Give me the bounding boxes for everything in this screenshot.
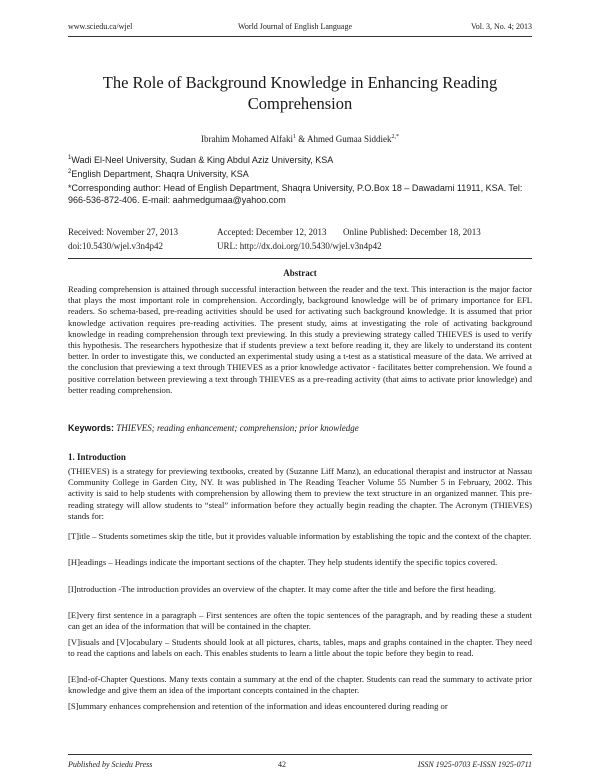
thieves-item-introduction xyxy=(68,584,532,595)
thieves-item-title xyxy=(68,531,532,542)
doi-url[interactable]: URL: http://dx.doi.org/10.5430/wjel.v3n4p42 xyxy=(217,241,382,251)
thieves-letter: [S] xyxy=(68,701,79,711)
paper-title: The Role of Background Knowledge in Enhancing Reading Comprehension xyxy=(102,73,498,113)
thieves-letter: [I] xyxy=(68,584,77,594)
intro-paragraph: (THIEVES) is a strategy for previewing textbooks, created by (Suzanne Liff Manz), an educational therapist and instructor at Nassau Community College in Garden City, NY. It was published in The Reading Teacher Volume 55 Number 5 in February, 2002. This activity is said to help students with comprehension by allowing them to preview the text structure in an organized manner. This pre-reading strategy will allow students to “steal” information before they actually begin reading the chapter. The Acronym (THIEVES) stands for: xyxy=(68,466,532,521)
thieves-item-every-first-sentence xyxy=(68,610,532,632)
thieves-letter: [V] xyxy=(68,637,80,647)
thieves-text: nd-of-Chapter Questions. Many texts contain a summary at the end of the chapter. Students can read the summary to activate prior knowledge and give them an idea of the important concepts contained in the chapter. xyxy=(68,674,532,696)
received-date: Received: November 27, 2013 xyxy=(68,227,178,237)
accepted-date: Accepted: December 12, 2013 xyxy=(217,227,327,237)
abstract-heading: Abstract xyxy=(283,268,317,278)
affiliation-2 xyxy=(68,166,532,180)
affiliation-2-text: English Department, Shaqra University, KSA xyxy=(71,169,249,179)
abstract-rule xyxy=(68,258,532,259)
thieves-item-visuals-vocabulary xyxy=(68,637,532,659)
published-date: Online Published: December 18, 2013 xyxy=(343,227,481,237)
author-1-sup: 1 xyxy=(292,134,296,140)
thieves-text: ummary enhances comprehension and retention of the information and ideas encountered during reading or xyxy=(78,701,448,711)
doi: doi:10.5430/wjel.v3n4p42 xyxy=(68,241,163,251)
keywords xyxy=(68,423,532,433)
thieves-letter: [E] xyxy=(68,674,79,684)
thieves-text: very first sentence in a paragraph – First sentences are often the topic sentences of the paragraph, and by reading these a student can get an idea of the information that will be contained in the chapter. xyxy=(68,610,532,632)
author-joiner: & xyxy=(295,134,307,144)
affiliation-1-text: Wadi El-Neel University, Sudan & King Abdul Aziz University, KSA xyxy=(71,155,334,165)
thieves-item-end-of-chapter xyxy=(68,674,532,696)
author-2: Ahmed Gumaa Siddiek xyxy=(307,134,392,144)
author-1: Ibrahim Mohamed Alfaki xyxy=(201,134,293,144)
journal-url: www.sciedu.ca/wjel xyxy=(68,22,133,31)
publisher: Published by Sciedu Press xyxy=(68,760,153,769)
correspondence: *Corresponding author: Head of English Department, Shaqra University, P.O.Box 18 – Dawadami 11911, KSA. Tel: 966-536-872-406. E-mail: aahmedgumaa@yahoo.com xyxy=(68,183,523,205)
thieves-item-headings xyxy=(68,557,532,568)
thieves-letter: [E] xyxy=(68,610,79,620)
thieves-text: isuals and [V]ocabulary – Students should look at all pictures, charts, tables, maps and graphs contained in the chapter. They need to read the captions and labels on each. This enables students to learn a little about the topic before they begin to read. xyxy=(68,637,532,659)
affiliation-2-sup: 2 xyxy=(68,169,72,175)
thieves-letter: [H] xyxy=(68,557,80,567)
author-2-sup: 2,* xyxy=(391,134,399,140)
thieves-item-summary xyxy=(68,701,532,712)
affiliation-1 xyxy=(68,152,532,166)
issn: ISSN 1925-0703 E-ISSN 1925-0711 xyxy=(417,760,532,769)
page-number: 42 xyxy=(278,760,286,769)
keywords-text: THIEVES; reading enhancement; comprehension; prior knowledge xyxy=(114,423,359,433)
thieves-text: itle – Students sometimes skip the title, but it provides valuable information by establishing the topic and the context of the chapter. xyxy=(78,531,532,541)
keywords-label: Keywords: xyxy=(68,423,115,433)
thieves-text: eadings – Headings indicate the important sections of the chapter. They help students identify the specific topics covered. xyxy=(79,557,498,567)
footer-rule xyxy=(68,754,532,755)
running-footer xyxy=(68,760,532,772)
volume-issue: Vol. 3, No. 4; 2013 xyxy=(471,22,532,31)
abstract-text: Reading comprehension is attained through successful interaction between the reader and the text. This interaction is the major factor that plays the most important role in comprehension. Accordingly, background knowledge will be of primary importance for EFL readers. So schema-based, pre-reading activities should be used for activating such background knowledge. It is assumed that prior knowledge activation requires pre-reading activities. The present study, aims at investigating the role of activating background knowledge in reading comprehension through text previewing. In this study a previewing strategy called THIEVES is used to verify this hypothesis. The researchers hypothesize that if students preview a text before reading it, they are likely to understand its content better. In order to investigate this, we conducted an experimental study using a t-test as a statistical measure of the data. We arrived at the conclusion that previewing a text through THIEVES as a prior knowledge activator - facilitates better comprehension. We found a positive correlation between previewing a text through THIEVES as a pre-reading activity (that aims to activate prior knowledge) and better reading comprehension. xyxy=(68,284,532,395)
thieves-letter: [T] xyxy=(68,531,79,541)
author-line xyxy=(68,134,532,144)
header-rule xyxy=(68,36,532,37)
thieves-text: ntroduction -The introduction provides an overview of the chapter. It may come after the title and before the first heading. xyxy=(76,584,496,594)
affiliation-1-sup: 1 xyxy=(68,155,72,161)
running-header xyxy=(68,22,532,34)
journal-name: World Journal of English Language xyxy=(238,22,352,31)
section-heading-introduction: 1. Introduction xyxy=(68,452,126,462)
